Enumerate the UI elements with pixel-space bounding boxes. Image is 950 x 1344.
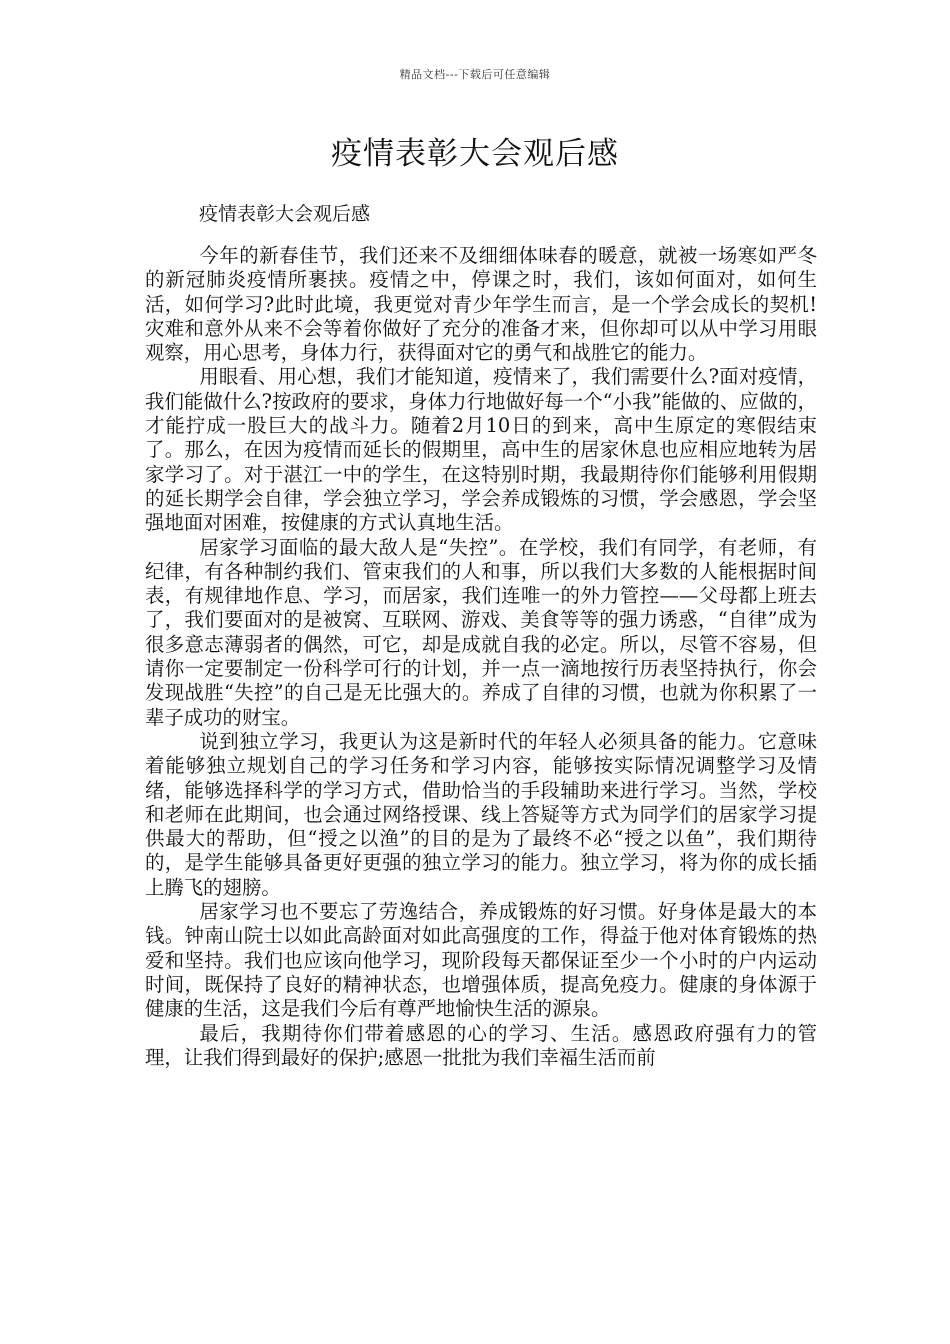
body-paragraph: 居家学习面临的最大敌人是“失控”。在学校，我们有同学，有老师，有纪律，有各种制约我们、管束我们的人和事，所以我们大多数的人能根据时间表，有规律地作息、学习，而居家，我们连唯一的外力管控——父母都上班去了，我们要面对的是被窝、互联网、游戏、美食等等的强力诱惑，“自律”成为很多意志薄弱者的偶然，可它，却是成就自我的必定。所以，尽管不容易，但请你一定要制定一份科学可行的计划，并一点一滴地按行历表坚持执行，你会发现战胜“失控”的自己是无比强大的。养成了自律的习惯，也就为你积累了一辈子成功的财宝。	[145, 535, 817, 729]
body-paragraph: 说到独立学习，我更认为这是新时代的年轻人必须具备的能力。它意味着能够独立规划自己的学习任务和学习内容，能够按实际情况调整学习及情绪，能够选择科学的学习方式，借助恰当的手段辅助来进行学习。当然，学校和老师在此期间，也会通过网络授课、线上答疑等方式为同学们的居家学习提供最大的帮助，但“授之以渔”的目的是为了最终不必“授之以鱼”，我们期待的，是学生能够具备更好更强的独立学习的能力。独立学习，将为你的成长插上腾飞的翅膀。	[145, 729, 817, 899]
body-paragraph: 今年的新春佳节，我们还来不及细细体味春的暖意，就被一场寒如严冬的新冠肺炎疫情所裹挟。疫情之中，停课之时，我们，该如何面对，如何生活，如何学习?此时此境，我更觉对青少年学生而言，是一个学会成长的契机!灾难和意外从来不会等着你做好了充分的准备才来，但你却可以从中学习用眼观察，用心思考，身体力行，获得面对它的勇气和战胜它的能力。	[145, 244, 817, 365]
page-header-caption: 精品文档---下载后可任意编辑	[399, 68, 551, 81]
body-paragraph: 最后，我期待你们带着感恩的心的学习、生活。感恩政府强有力的管理，让我们得到最好的保护;感恩一批批为我们幸福生活而前	[145, 1021, 817, 1069]
document-title: 疫情表彰大会观后感	[331, 136, 619, 172]
document-subtitle: 疫情表彰大会观后感	[199, 203, 371, 225]
body-paragraph: 用眼看、用心想，我们才能知道，疫情来了，我们需要什么?面对疫情，我们能做什么?按政府的要求，身体力行地做好每一个“小我”能做的、应做的，才能拧成一股巨大的战斗力。随着2月10日的到来，高中生原定的寒假结束了。那么，在因为疫情而延长的假期里，高中生的居家休息也应相应地转为居家学习了。对于湛江一中的学生，在这特别时期，我最期待你们能够利用假期的延长期学会自律，学会独立学习，学会养成锻炼的习惯，学会感恩，学会坚强地面对困难，按健康的方式认真地生活。	[145, 365, 817, 535]
body-paragraph: 居家学习也不要忘了劳逸结合，养成锻炼的好习惯。好身体是最大的本钱。钟南山院士以如此高龄面对如此高强度的工作，得益于他对体育锻炼的热爱和坚持。我们也应该向他学习，现阶段每天都保证至少一个小时的户内运动时间，既保持了良好的精神状态，也增强体质，提高免疫力。健康的身体源于健康的生活，这是我们今后有尊严地愉快生活的源泉。	[145, 900, 817, 1021]
document-body	[145, 244, 817, 1070]
